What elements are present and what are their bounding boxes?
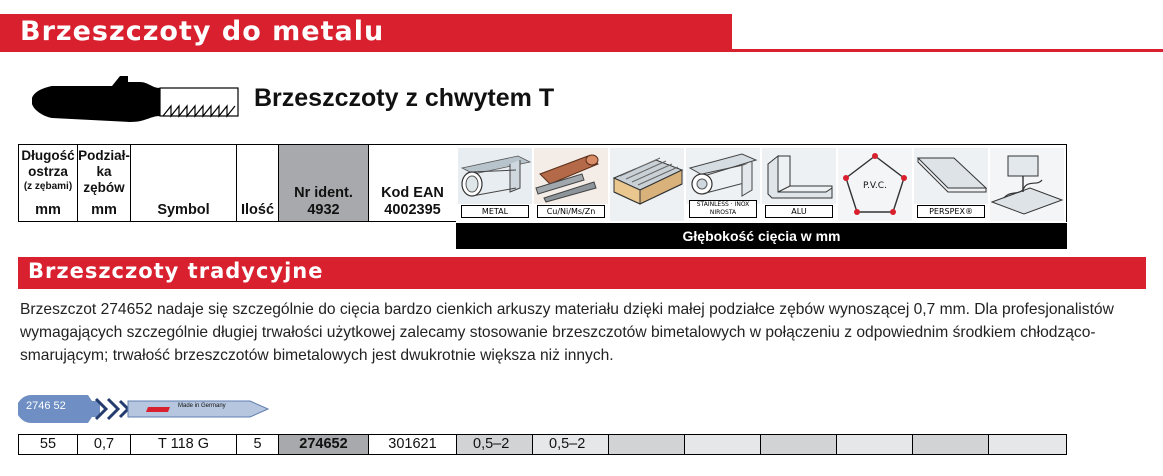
col-header-pitch <box>77 144 130 222</box>
stainless-tube-icon <box>686 148 760 204</box>
cell-qty: 5 <box>236 434 278 455</box>
material-sandwich <box>610 148 684 221</box>
cell-length: 55 <box>18 434 77 455</box>
col-header-qty <box>236 144 278 222</box>
material-stainless-label: STAINLESS · INOX NIROSTA <box>689 200 757 218</box>
cell-pitch: 0,7 <box>77 434 130 455</box>
section-banner <box>18 257 1146 289</box>
material-alu <box>762 148 836 221</box>
col-header-length-line2: ostrza <box>28 164 68 179</box>
cell-depth-sandwich <box>608 434 684 455</box>
material-perspex <box>914 148 988 221</box>
material-icon-strip <box>456 144 1067 222</box>
material-perspex-label: PERSPEX® <box>917 205 985 218</box>
pvc-pentagon-icon <box>838 148 912 221</box>
col-header-symbol-label: Symbol <box>157 202 210 218</box>
t-shank-blade-icon <box>30 74 245 130</box>
col-header-pitch-line2: ka <box>96 164 112 179</box>
col-header-ean <box>368 144 456 222</box>
cell-depth-curve <box>988 434 1067 455</box>
col-header-pitch-line3: zębów <box>83 180 125 195</box>
cell-symbol: T 118 G <box>130 434 236 455</box>
cell-ean: 301621 <box>368 434 456 455</box>
curve-cut-icon <box>990 148 1064 221</box>
col-header-ean-line1: Kod EAN <box>381 185 444 201</box>
blade-photo <box>18 395 270 423</box>
cell-depth-copper: 0,5–2 <box>532 434 608 455</box>
metal-tube-icon <box>458 148 532 204</box>
col-header-ean-line2: 4002395 <box>384 202 441 218</box>
page-title: Brzeszczoty do metalu <box>20 16 385 47</box>
material-alu-label: ALU <box>765 205 833 218</box>
col-header-length-note: (z zębami) <box>23 181 73 192</box>
cutting-depth-header: Głębokość cięcia w mm <box>456 223 1067 249</box>
cell-depth-perspex <box>912 434 988 455</box>
blade-number: 2746 52 <box>26 400 66 412</box>
section-description: Brzeszczot 274652 nadaje się szczególnie do cięcia bardzo cienkich arkuszy materiału dzięki małej podziałce zębów wynoszącej 0,7 mm. Dla profesjonalistów wymagających szczególnie długiej trwałości użytkowej zalecamy stosowanie brzeszczotów bimetalowych w połączeniu z odpowiednim środkiem chłodząco-smarującym; trwałość brzeszczotów bimetalowych jest dwukrotnie większa niż innych. <box>20 301 1114 364</box>
col-header-ident-line2: 4932 <box>307 202 340 218</box>
material-curve <box>990 148 1064 221</box>
material-metal-label: METAL <box>461 205 529 218</box>
aluminium-profile-icon <box>762 148 836 204</box>
col-header-pitch-unit: mm <box>91 202 117 218</box>
col-header-length-line1: Długość <box>21 148 75 163</box>
section-subtitle: Brzeszczoty z chwytem T <box>254 84 555 112</box>
cell-depth-stainless <box>684 434 760 455</box>
cell-depth-metal: 0,5–2 <box>456 434 532 455</box>
cell-depth-pvc <box>836 434 912 455</box>
title-rule <box>732 49 1163 52</box>
section-title: Brzeszczoty tradycyjne <box>28 259 324 283</box>
material-copper <box>534 148 608 221</box>
col-header-length-unit: mm <box>35 202 61 218</box>
cell-depth-alu <box>760 434 836 455</box>
col-header-symbol <box>130 144 236 222</box>
material-stainless <box>686 148 760 221</box>
pvc-badge: P.V.C. <box>863 181 887 191</box>
material-metal <box>458 148 532 221</box>
material-pvc <box>838 148 912 221</box>
material-copper-label: Cu/Ni/Ms/Zn <box>537 205 605 218</box>
col-header-pitch-line1: Podział- <box>78 148 130 163</box>
col-header-length <box>18 144 77 222</box>
cell-ident: 274652 <box>278 434 368 455</box>
col-header-ident-line1: Nr ident. <box>294 185 353 201</box>
blade-made-in: Made in Germany <box>178 403 226 409</box>
main-title-banner <box>0 14 732 52</box>
perspex-sheet-icon <box>914 148 988 204</box>
copper-pipe-icon <box>534 148 608 204</box>
col-header-qty-label: Ilość <box>240 202 275 218</box>
col-header-ident <box>278 144 368 222</box>
sandwich-panel-icon <box>610 148 684 221</box>
